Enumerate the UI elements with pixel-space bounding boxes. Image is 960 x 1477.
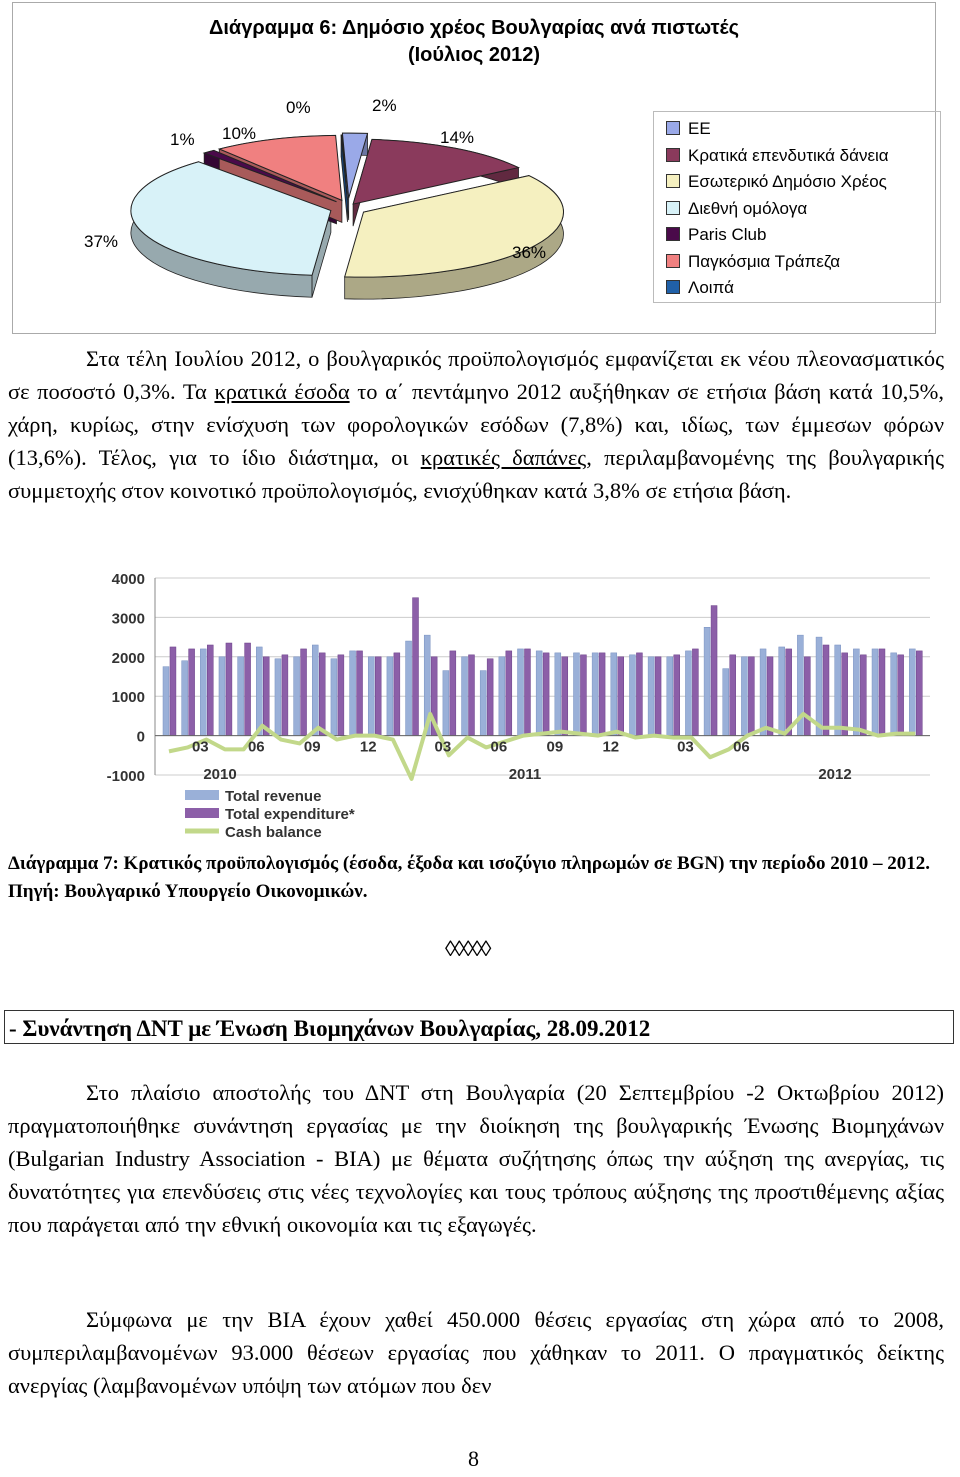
- bar-revenue: [238, 657, 244, 736]
- bar-expenditure: [338, 655, 344, 736]
- bar-expenditure: [748, 657, 754, 736]
- bar-revenue: [480, 671, 486, 736]
- section-heading: - Συνάντηση ΔΝΤ με Ένωση Βιομηχάνων Βουλγαρίας, 28.09.2012: [4, 1010, 954, 1044]
- bar-expenditure: [898, 655, 904, 736]
- bar-expenditure: [506, 651, 512, 736]
- legend-item: [666, 224, 766, 246]
- legend-label: Παγκόσμια Τράπεζα: [688, 251, 841, 271]
- link-state-expenditure[interactable]: κρατικές δαπάνες: [420, 445, 587, 470]
- pie-label-1: 2%: [372, 96, 397, 115]
- paragraph-3: Σύμφωνα με την BIA έχουν χαθεί 450.000 θέσεις εργασίας στη χώρα από το 2008, συμπεριλαμβανομένων 93.000 θέσεων εργασίας που χάθηκαν το 2011. Ο πραγματικός δείκτης ανεργίας (λαμβανομένων υπόψη των ατόμων που δεν: [8, 1307, 944, 1398]
- bar-revenue: [499, 657, 505, 736]
- chart6-box: [12, 2, 936, 334]
- bar-expenditure: [189, 649, 195, 736]
- bar-expenditure: [786, 649, 792, 736]
- bar-expenditure: [263, 657, 269, 736]
- bar-revenue: [909, 649, 915, 736]
- x-tick-label: 03: [191, 738, 209, 756]
- bar-expenditure: [879, 649, 885, 736]
- paragraph-2: Στο πλαίσιο αποστολής του ΔΝΤ στη Βουλγαρία (20 Σεπτεμβρίου -2 Οκτωβρίου 2012) πραγματοποιήθηκε συνάντηση εργασίας με την διοίκηση της βουλγαρικής Ένωσης Βιομηχάνων (Bulgarian Industry Association - BIA) με θέματα συζήτησης όπως την αύξηση της ανεργίας, τις δυνατότητες για επενδύσεις στις νέες τεχνολογίες και τους τρόπους αύξησης της προστιθέμενης αξίας που παράγεται από την εθνική οικονομία και τις εξαγωγές.: [8, 1080, 944, 1237]
- bar-expenditure: [618, 657, 624, 736]
- bar-expenditure: [543, 653, 549, 736]
- bar-revenue: [555, 653, 561, 736]
- y-tick-label: 0: [136, 728, 145, 746]
- bar-expenditure: [674, 655, 680, 736]
- paragraph-1-text-a: Στα τέλη Ιουλίου 2012, ο βουλγαρικός προϋπολογισμός εμφανίζεται εκ νέου πλεονασματικός σε ποσοστό 0,3%. Τα: [8, 346, 944, 404]
- chart7-caption: Διάγραμμα 7: Κρατικός προϋπολογισμός (έσοδα, έξοδα και ισοζύγιο πληρωμών σε BGN) την περίοδο 2010 – 2012. Πηγή: Βουλγαρικό Υπουργείο Οικονομικών.: [8, 853, 930, 902]
- bar-expenditure: [301, 649, 307, 736]
- bar-revenue: [779, 647, 785, 736]
- bar-expenditure: [245, 643, 251, 736]
- bar-revenue: [592, 653, 598, 736]
- chart6-title-line1: Διάγραμμα 6: Δημόσιο χρέος Βουλγαρίας ανά πιστωτές: [209, 17, 739, 39]
- bar-expenditure: [469, 655, 475, 736]
- bar-expenditure: [394, 653, 400, 736]
- legend-swatch: [666, 254, 680, 268]
- year-label: 2012: [818, 766, 852, 783]
- legend-swatch: [666, 174, 680, 188]
- bar-revenue: [518, 649, 524, 736]
- pie-label-5: 1%: [170, 130, 195, 149]
- bar-revenue: [611, 653, 617, 736]
- bar-expenditure: [207, 645, 213, 736]
- y-tick-label: 3000: [111, 610, 145, 628]
- pie-label-6: 10%: [222, 124, 257, 143]
- legend-swatch: [185, 790, 219, 800]
- paragraph-1-text-c: , περιλαμβανομένης της βουλγαρικής συμμετοχής στον κοινοτικό προϋπολογισμός, ενισχύθηκαν κατά 3,8% σε ετήσια βάση.: [8, 445, 944, 503]
- x-tick-label: 12: [359, 738, 377, 756]
- legend-label: ΕΕ: [688, 119, 711, 138]
- bar-revenue: [573, 653, 579, 736]
- bar-expenditure: [319, 653, 325, 736]
- bar-revenue: [667, 657, 673, 736]
- bar-revenue: [256, 647, 262, 736]
- bar-expenditure: [655, 657, 661, 736]
- budget-chart: [80, 570, 940, 845]
- legend-swatch: [666, 227, 680, 241]
- x-tick-label: 09: [546, 738, 564, 756]
- bar-revenue: [350, 651, 356, 736]
- x-tick-label: 06: [247, 738, 265, 756]
- bar-revenue: [443, 671, 449, 736]
- bar-expenditure: [357, 651, 363, 736]
- pie-chart: [13, 3, 653, 333]
- bar-revenue: [853, 649, 859, 736]
- bar-expenditure: [730, 655, 736, 736]
- bar-expenditure: [413, 598, 419, 736]
- bar-expenditure: [170, 647, 176, 736]
- legend-swatch: [666, 280, 680, 294]
- bar-expenditure: [375, 657, 381, 736]
- page-number: 8: [468, 1446, 479, 1471]
- x-tick-label: 09: [303, 738, 321, 756]
- y-tick-label: 4000: [111, 571, 145, 588]
- bar-revenue: [872, 649, 878, 736]
- x-tick-label: 03: [434, 738, 452, 756]
- legend-swatch: [185, 808, 219, 818]
- legend-swatch: [666, 201, 680, 215]
- bar-revenue: [704, 627, 710, 735]
- bar-expenditure: [711, 606, 717, 736]
- bar-revenue: [723, 669, 729, 736]
- paragraph-1-text-b: το α΄ πεντάμηνο 2012 αυξήθηκαν σε ετήσια βάση κατά 10,5%, χάρη, κυρίως, στην ενίσχυση των φορολογικών εσόδων (7,8%) και, ιδίως, των έμμεσων φόρων (13,6%). Τέλος, για το ίδιο διάστημα, οι: [8, 379, 944, 470]
- year-label: 2011: [508, 766, 542, 783]
- bar-expenditure: [487, 659, 493, 736]
- pie-label-4: 37%: [84, 232, 119, 251]
- bar-revenue: [219, 657, 225, 736]
- bar-revenue: [182, 661, 188, 736]
- chart6-title-line2: (Ιούλιος 2012): [407, 44, 541, 66]
- legend-item: [666, 118, 711, 140]
- bar-revenue: [760, 649, 766, 736]
- year-label: 2010: [203, 766, 237, 783]
- bar-revenue: [331, 659, 337, 736]
- bar-expenditure: [823, 645, 829, 736]
- x-tick-label: 06: [490, 738, 508, 756]
- bar-revenue: [629, 655, 635, 736]
- legend-label: Διεθνή ομόλογα: [688, 198, 808, 218]
- bar-revenue: [685, 651, 691, 736]
- bar-expenditure: [450, 651, 456, 736]
- bar-revenue: [891, 653, 897, 736]
- paragraph-1: [8, 342, 944, 507]
- legend-swatch: [666, 121, 680, 135]
- legend-label: Λοιπά: [688, 278, 734, 297]
- pie-label-2: 14%: [440, 128, 475, 147]
- bar-revenue: [462, 657, 468, 736]
- legend-item: [666, 145, 889, 167]
- bar-revenue: [275, 659, 281, 736]
- bar-expenditure: [562, 657, 568, 736]
- bar-expenditure: [860, 655, 866, 736]
- bar-revenue: [406, 641, 412, 736]
- bar-expenditure: [842, 653, 848, 736]
- bar-revenue: [816, 637, 822, 736]
- legend-label: Paris Club: [688, 225, 767, 244]
- section-ornament: ◊◊◊◊◊: [445, 936, 490, 961]
- y-tick-label: 2000: [111, 649, 145, 667]
- legend-item: [666, 198, 807, 220]
- legend-label: Cash balance: [225, 824, 322, 841]
- bar-revenue: [387, 657, 393, 736]
- pie-label-7: 0%: [286, 98, 311, 117]
- legend-item: [666, 251, 840, 273]
- bar-revenue: [741, 657, 747, 736]
- pie-label-3: 36%: [512, 243, 547, 262]
- bar-expenditure: [916, 651, 922, 736]
- bar-revenue: [536, 651, 542, 736]
- x-tick-label: 12: [602, 738, 620, 756]
- bar-revenue: [163, 667, 169, 736]
- legend-swatch: [666, 148, 680, 162]
- chart6-legend: [653, 111, 941, 303]
- bar-expenditure: [692, 649, 698, 736]
- bar-expenditure: [580, 655, 586, 736]
- bar-expenditure: [767, 657, 773, 736]
- legend-label: Κρατικά επενδυτικά δάνεια: [688, 145, 889, 165]
- bar-expenditure: [282, 655, 288, 736]
- legend-label: Total expenditure*: [225, 806, 355, 823]
- bar-expenditure: [524, 649, 530, 736]
- bar-revenue: [648, 657, 654, 736]
- x-tick-label: 06: [733, 738, 750, 756]
- bar-expenditure: [226, 643, 232, 736]
- bar-revenue: [312, 645, 318, 736]
- bar-revenue: [200, 649, 206, 736]
- bar-revenue: [294, 657, 300, 736]
- y-tick-label: -1000: [106, 768, 145, 785]
- bar-expenditure: [599, 653, 605, 736]
- bar-expenditure: [804, 657, 810, 736]
- bar-revenue: [368, 657, 374, 736]
- legend-item: [666, 277, 734, 299]
- legend-label: Total revenue: [225, 788, 322, 805]
- bar-expenditure: [636, 653, 642, 736]
- link-state-revenue[interactable]: κρατικά έσοδα: [214, 379, 350, 404]
- bar-revenue: [835, 645, 841, 736]
- x-tick-label: 03: [677, 738, 694, 756]
- y-tick-label: 1000: [111, 689, 145, 707]
- legend-label: Εσωτερικό Δημόσιο Χρέος: [688, 172, 887, 191]
- legend-item: [666, 171, 887, 193]
